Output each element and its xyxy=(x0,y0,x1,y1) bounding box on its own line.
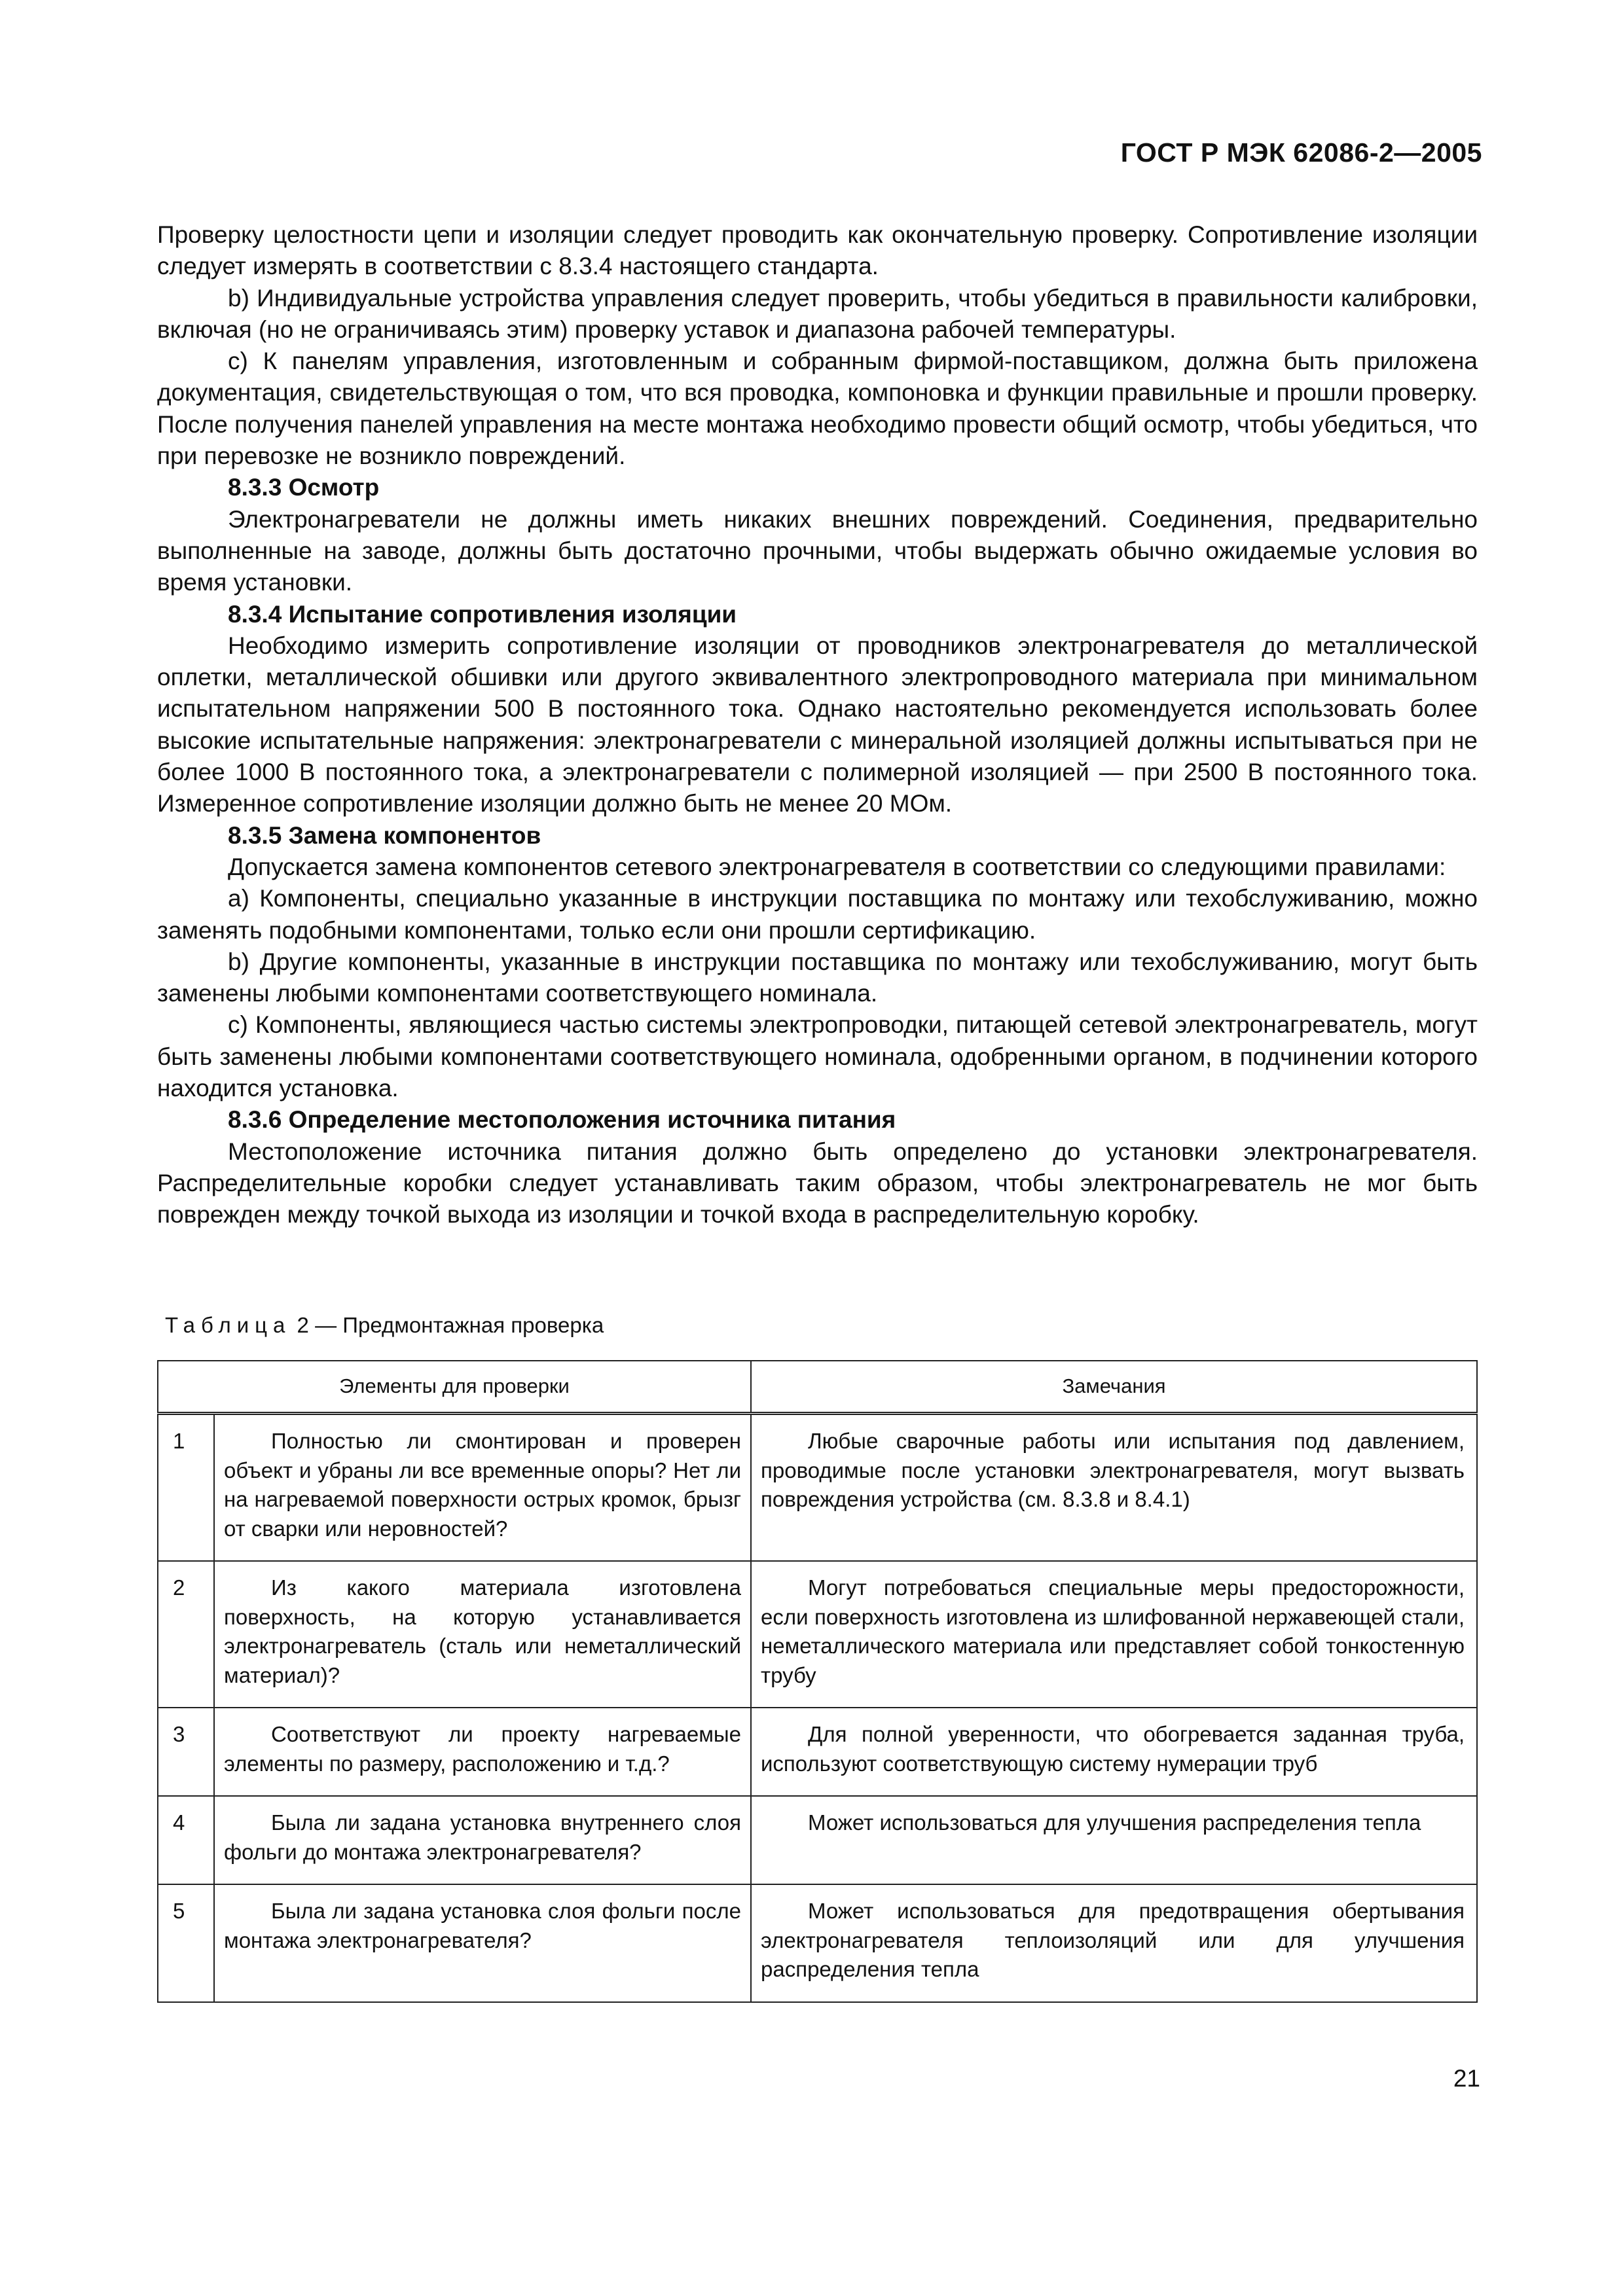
page-number: 21 xyxy=(1453,2065,1480,2092)
table-header-row xyxy=(158,1361,1477,1414)
row-number: 4 xyxy=(158,1796,214,1884)
remark: Любые сварочные работы или испытания под давлением, проводимые после установки электронагревателя, могут вызвать повреждения устройства (см. 8.3.8 и 8.4.1) xyxy=(751,1414,1477,1562)
paragraph: Необходимо измерить сопротивление изоляции от проводников электронагревателя до металлической оплетки, металлической обшивки или другого эквивалентного электропроводного материала при минимальном испытательном напряжении 500 В постоянного тока. Однако настоятельно рекомендуется использовать более высокие испытательные напряжения: электронагреватели с минеральной изоляцией должны испытываться при не более 1000 В постоянного тока, а электронагреватели с полимерной изоляцией — при 2500 В постоянного тока. Измеренное сопротивление изоляции должно быть не менее 20 МОм. xyxy=(157,632,1478,817)
column-header-remarks: Замечания xyxy=(751,1361,1477,1414)
table-row xyxy=(158,1796,1477,1884)
table-caption-word: Таблица xyxy=(165,1313,291,1337)
remark: Может использоваться для предотвращения обертывания электронагревателя теплоизоляций или для улучшения распределения тепла xyxy=(751,1884,1477,2002)
row-number: 1 xyxy=(158,1414,214,1562)
check-item: Из какого материала изготовлена поверхность, на которую устанавливается электронагреватель (сталь или неметаллический материал)? xyxy=(214,1561,751,1708)
paragraph: Местоположение источника питания должно быть определено до установки электронагревателя. Распределительные коробки следует устанавливать таким образом, чтобы электронагреватель не мог быть поврежден между точкой выхода из изоляции и точкой входа в распределительную коробку. xyxy=(157,1138,1478,1229)
section-heading-8-3-3: 8.3.3 Осмотр xyxy=(228,474,380,501)
paragraph: b) Другие компоненты, указанные в инструкции поставщика по монтажу или техобслуживанию, могут быть заменены любыми компонентами соответствующего номинала. xyxy=(157,948,1478,1007)
remark: Могут потребоваться специальные меры предосторожности, если поверхность изготовлена из шлифованной нержавеющей стали, неметаллического материала или представляет собой тонкостенную трубу xyxy=(751,1561,1477,1708)
check-item: Соответствуют ли проекту нагреваемые элементы по размеру, расположению и т.д.? xyxy=(214,1708,751,1796)
remark: Для полной уверенности, что обогревается заданная труба, используют соответствующую систему нумерации труб xyxy=(751,1708,1477,1796)
row-number: 3 xyxy=(158,1708,214,1796)
table-row xyxy=(158,1884,1477,2002)
paragraph: b) Индивидуальные устройства управления следует проверить, чтобы убедиться в правильности калибровки, включая (но не ограничиваясь этим) проверку уставок и диапазона рабочей температуры. xyxy=(157,284,1478,343)
paragraph: a) Компоненты, специально указанные в инструкции поставщика по монтажу или техобслуживанию, можно заменять подобными компонентами, только если они прошли сертификацию. xyxy=(157,885,1478,944)
row-number: 2 xyxy=(158,1561,214,1708)
table-row xyxy=(158,1708,1477,1796)
section-heading-8-3-5: 8.3.5 Замена компонентов xyxy=(228,821,541,849)
check-item: Была ли задана установка слоя фольги после монтажа электронагревателя? xyxy=(214,1884,751,2002)
check-item: Полностью ли смонтирован и проверен объект и убраны ли все временные опоры? Нет ли на нагреваемой поверхности острых кромок, брызг от сварки или неровностей? xyxy=(214,1414,751,1562)
document-code: ГОСТ Р МЭК 62086-2—2005 xyxy=(1120,137,1482,168)
check-item: Была ли задана установка внутреннего слоя фольги до монтажа электронагревателя? xyxy=(214,1796,751,1884)
table-caption-title: 2 — Предмонтажная проверка xyxy=(291,1313,604,1337)
paragraph: c) К панелям управления, изготовленным и собранным фирмой-поставщиком, должна быть приложена документация, свидетельствующая о том, что вся проводка, компоновка и функции правильные и прошли проверку. После получения панелей управления на месте монтажа необходимо провести общий осмотр, чтобы убедиться, что при перевозке не возникло повреждений. xyxy=(157,348,1478,470)
remark: Может использоваться для улучшения распределения тепла xyxy=(751,1796,1477,1884)
row-number: 5 xyxy=(158,1884,214,2002)
paragraph: Электронагреватели не должны иметь никаких внешних повреждений. Соединения, предварительно выполненные на заводе, должны быть достаточно прочными, чтобы выдержать обычно ожидаемые условия во время установки. xyxy=(157,505,1478,596)
table-row xyxy=(158,1414,1477,1562)
preinstallation-check-table xyxy=(157,1360,1478,2003)
paragraph: Допускается замена компонентов сетевого электронагревателя в соответствии со следующими правилами: xyxy=(228,853,1446,880)
table-caption xyxy=(165,1311,604,1340)
paragraph: Проверку целостности цепи и изоляции следует проводить как окончательную проверку. Сопротивление изоляции следует измерять в соответствии с 8.3.4 настоящего стандарта. xyxy=(157,221,1478,280)
table-row xyxy=(158,1561,1477,1708)
body-text xyxy=(157,219,1478,1231)
section-heading-8-3-4: 8.3.4 Испытание сопротивления изоляции xyxy=(228,600,737,628)
column-header-items: Элементы для проверки xyxy=(158,1361,751,1414)
paragraph: c) Компоненты, являющиеся частью системы электропроводки, питающей сетевой электронагреватель, могут быть заменены любыми компонентами соответствующего номинала, одобренными органом, в подчинении которого находится установка. xyxy=(157,1011,1478,1102)
section-heading-8-3-6: 8.3.6 Определение местоположения источника питания xyxy=(228,1106,896,1134)
